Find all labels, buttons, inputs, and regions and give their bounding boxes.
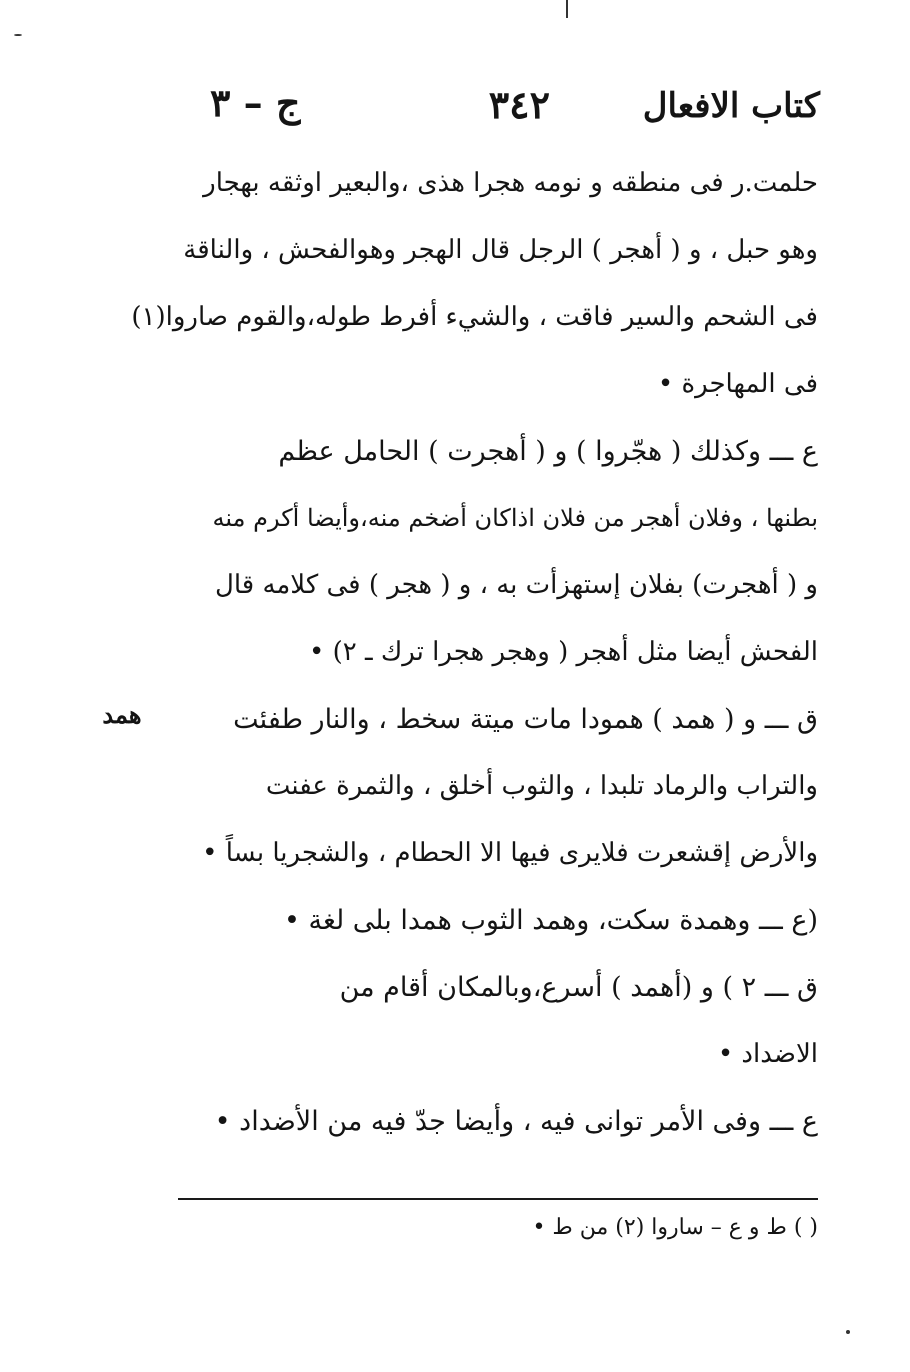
text-line: فى المهاجرة • — [657, 369, 818, 399]
book-title: كتاب الافعال — [642, 86, 820, 126]
text-line: والتراب والرماد تلبدا ، والثوب أخلق ، والثمرة عفنت — [265, 771, 818, 801]
text-line: ع ـــ وفى الأمر توانى فيه ، وأيضا جدّ فيه من الأضداد • — [214, 1106, 818, 1137]
page-number: ٣٤٢ — [488, 82, 550, 127]
text-line: بطنها ، وفلان أهجر من فلان اذاكان أضخم منه،وأيضا أكرم منه — [212, 504, 818, 532]
body-text — [131, 150, 818, 1155]
text-line: (ع ـــ وهمدة سكت، وهمد الثوب همدا بلى لغة • — [283, 905, 818, 936]
scan-speck — [566, 0, 568, 18]
page-header — [180, 80, 820, 140]
text-line: ق ـــ ٢ ) و (أهمد ) أسرع،وبالمكان أقام من — [339, 972, 818, 1003]
text-line: الاضداد • — [717, 1039, 818, 1069]
scan-speck — [14, 34, 22, 36]
text-line: ق ـــ و ( همد ) همودا مات ميتة سخط ، والنار طفئت — [233, 704, 818, 735]
footnote-divider — [178, 1198, 818, 1200]
text-line: و ( أهجرت) بفلان إستهزأت به ، و ( هجر ) فى كلامه قال — [214, 570, 818, 600]
text-line: وهو حبل ، و ( أهجر ) الرجل قال الهجر وهوالفحش ، والناقة — [183, 235, 818, 265]
text-line: الفحش أيضا مثل أهجر ( وهجر هجرا ترك ـ ٢) • — [308, 637, 818, 667]
text-line: والأرض إقشعرت فلايرى فيها الا الحطام ، والشجريا بساً • — [202, 838, 818, 868]
footnote: ( ) ط و ع – ساروا (٢) من ط • — [532, 1215, 818, 1240]
margin-headword: همد — [102, 700, 142, 729]
volume-label: ج – ٣ — [210, 80, 301, 125]
scan-speck — [846, 1330, 850, 1334]
text-line: فى الشحم والسير فاقت ، والشيء أفرط طوله،والقوم صاروا(١) — [131, 302, 818, 332]
text-line: حلمت.ر فى منطقه و نومه هجرا هذى ،والبعير اوثقه بهجار — [203, 168, 818, 198]
text-line: ع ـــ وكذلك ( هجّروا ) و ( أهجرت ) الحامل عظم — [278, 436, 818, 467]
